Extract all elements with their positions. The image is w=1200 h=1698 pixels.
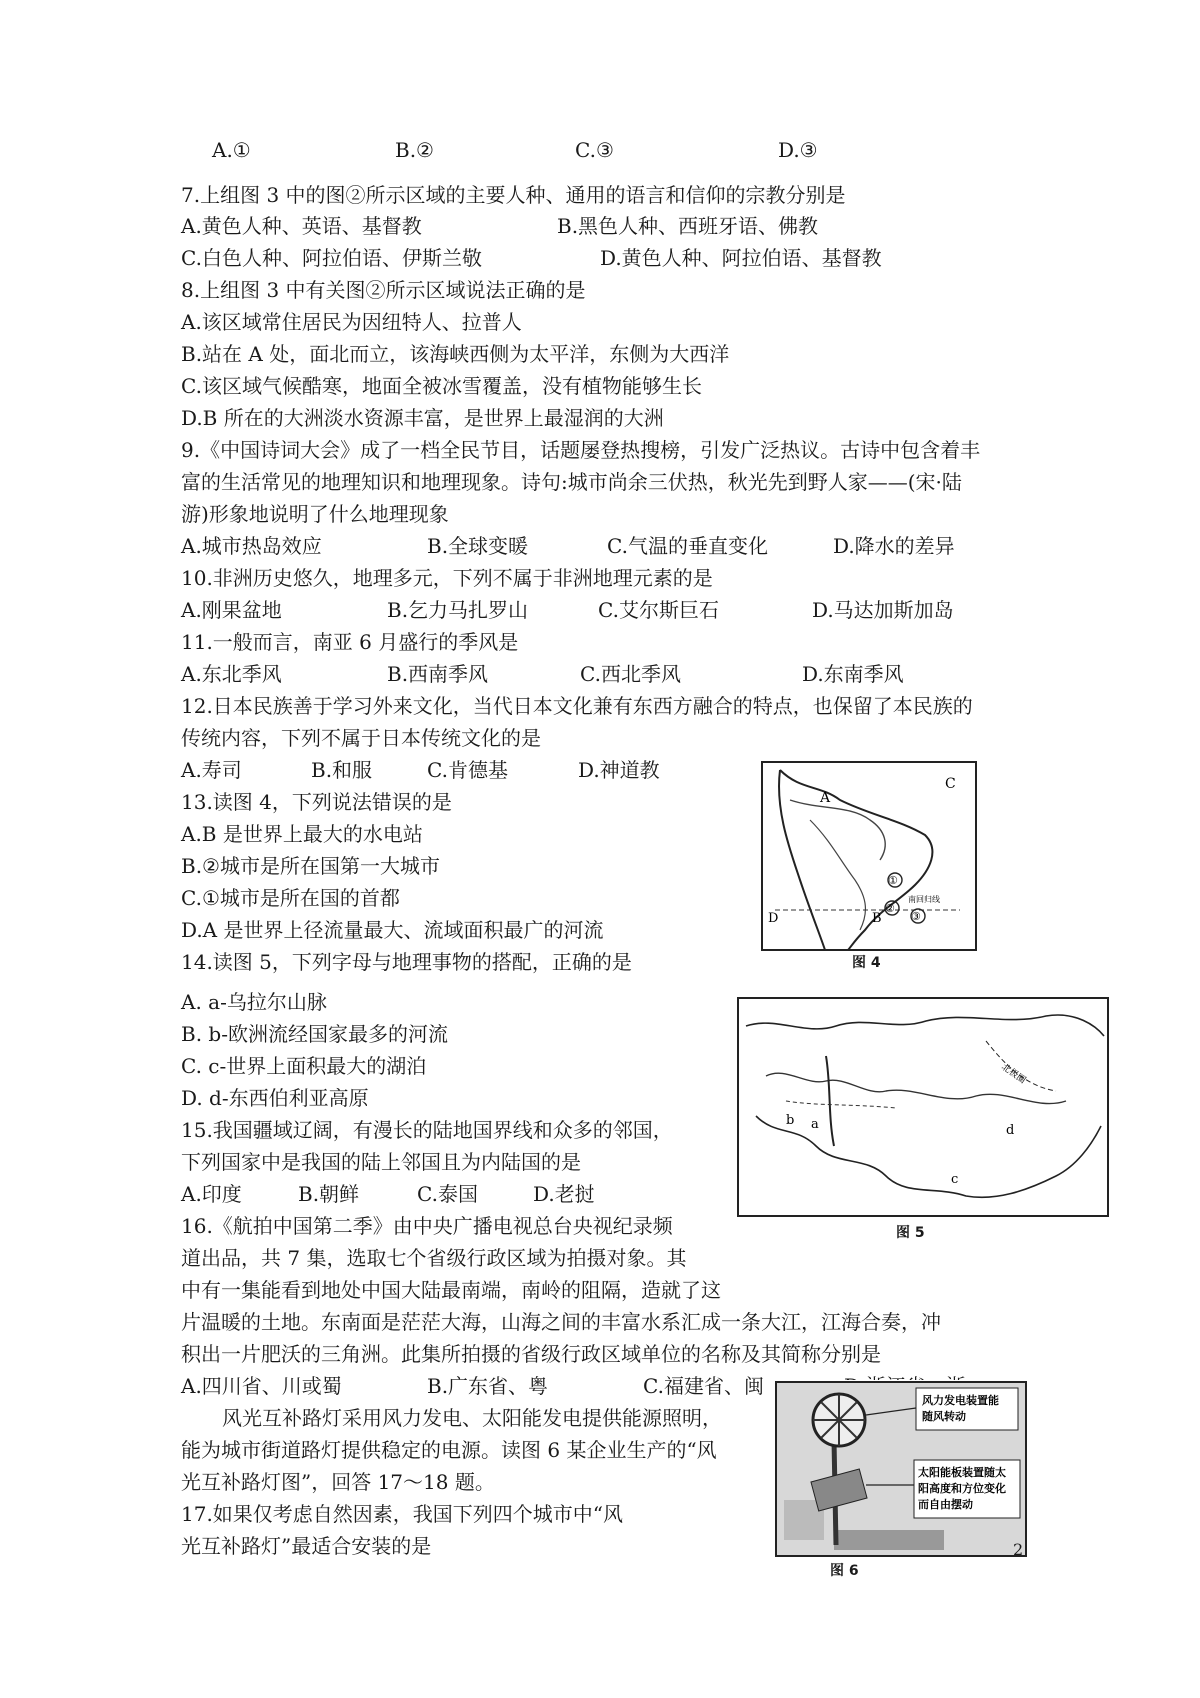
q16-line-4: 片温暖的土地。东南面是茫茫大海，山海之间的丰富水系汇成一条大江，江海合奏，冲 [181, 1310, 941, 1334]
figure-5-svg [736, 996, 1112, 1218]
q11-stem: 11.一般而言，南亚 6 月盛行的季风是 [181, 630, 519, 654]
fig4-label-3: ③ [911, 910, 921, 923]
q13-option-a: A.B 是世界上最大的水电站 [181, 822, 423, 846]
q9-line-1: 9.《中国诗词大会》成了一档全民节目，话题屡登热搜榜，引发广泛热议。古诗中包含着丰 [181, 438, 981, 462]
q13-option-b: B.②城市是所在国第一大城市 [181, 854, 440, 878]
figure-4-south-america-map [760, 760, 978, 970]
q6-option-b: B.② [395, 138, 434, 162]
q11-option-b: B.西南季风 [387, 662, 489, 686]
q7-option-c: C.白色人种、阿拉伯语、伊斯兰敬 [181, 246, 482, 270]
q6-option-a: A.① [212, 138, 251, 162]
figure-6-street-lamp-photo [774, 1380, 1028, 1580]
q12-option-b: B.和服 [311, 758, 373, 782]
fig6-callout1-line2: 随风转动 [922, 1410, 966, 1423]
q7-option-a: A.黄色人种、英语、基督教 [181, 214, 422, 238]
fig6-callout2-line3: 而自由摆动 [918, 1498, 973, 1511]
fig5-label-d: d [1006, 1123, 1015, 1138]
q12-line-2: 传统内容，下列不属于日本传统文化的是 [181, 726, 541, 750]
q16-line-3: 中有一集能看到地处中国大陆最南端，南岭的阻隔，造就了这 [181, 1278, 721, 1302]
q15-option-c: C.泰国 [417, 1182, 478, 1206]
q6-option-c: C.③ [575, 138, 614, 162]
q16-line-2: 道出品，共 7 集，选取七个省级行政区域为拍摄对象。其 [181, 1246, 687, 1270]
fig4-label-d: D [768, 911, 779, 926]
q10-stem: 10.非洲历史悠久，地理多元，下列不属于非洲地理元素的是 [181, 566, 713, 590]
q6-option-d: D.③ [778, 138, 818, 162]
q14-stem: 14.读图 5，下列字母与地理事物的搭配，正确的是 [181, 950, 632, 974]
q11-option-a: A.东北季风 [181, 662, 282, 686]
q8-option-d: D.B 所在的大洲淡水资源丰富，是世界上最湿润的大洲 [181, 406, 664, 430]
q9-option-a: A.城市热岛效应 [181, 534, 322, 558]
figure-6-svg [774, 1380, 1028, 1558]
q16-option-c: C.福建省、闽 [643, 1374, 764, 1398]
q9-option-c: C.气温的垂直变化 [607, 534, 768, 558]
q12-line-1: 12.日本民族善于学习外来文化，当代日本文化兼有东西方融合的特点，也保留了本民族的 [181, 694, 973, 718]
intro-line-2: 能为城市街道路灯提供稳定的电源。读图 6 某企业生产的“风 [181, 1438, 717, 1462]
q10-option-a: A.刚果盆地 [181, 598, 282, 622]
figure-5-caption: 图 5 [896, 1225, 925, 1241]
q10-option-b: B.乞力马扎罗山 [387, 598, 529, 622]
q14-option-c: C. c-世界上面积最大的湖泊 [181, 1054, 427, 1078]
q8-stem: 8.上组图 3 中有关图②所示区域说法正确的是 [181, 278, 586, 302]
q8-option-b: B.站在 A 处，面北而立，该海峡西侧为太平洋，东侧为大西洋 [181, 342, 730, 366]
q17-line-2: 光互补路灯”最适合安装的是 [181, 1534, 432, 1558]
q16-line-5: 积出一片肥沃的三角洲。此集所拍摄的省级行政区域单位的名称及其简称分别是 [181, 1342, 881, 1366]
q13-stem: 13.读图 4，下列说法错误的是 [181, 790, 452, 814]
q14-option-b: B. b-欧洲流经国家最多的河流 [181, 1022, 448, 1046]
fig5-label-a: a [811, 1117, 819, 1132]
q9-option-d: D.降水的差异 [833, 534, 955, 558]
fig5-arctic-circle-label: 北极圈 [999, 1062, 1028, 1086]
fig4-label-a: A [820, 790, 831, 806]
q9-option-b: B.全球变暖 [427, 534, 529, 558]
q8-option-c: C.该区域气候酷寒，地面全被冰雪覆盖，没有植物能够生长 [181, 374, 702, 398]
q12-option-d: D.神道教 [578, 758, 660, 782]
q17-line-1: 17.如果仅考虑自然因素，我国下列四个城市中“风 [181, 1502, 624, 1526]
q7-stem: 7.上组图 3 中的图②所示区域的主要人种、通用的语言和信仰的宗教分别是 [181, 183, 846, 207]
q8-option-a: A.该区域常住居民为因纽特人、拉普人 [181, 310, 522, 334]
fig4-label-b: B [872, 911, 882, 926]
q15-option-d: D.老挝 [533, 1182, 595, 1206]
q15-option-a: A.印度 [181, 1182, 242, 1206]
fig5-label-c: c [951, 1172, 959, 1187]
fig4-label-c: C [945, 776, 956, 792]
q11-option-d: D.东南季风 [802, 662, 904, 686]
figure-4-svg [760, 760, 978, 970]
fig6-callout1-line1: 风力发电装置能 [922, 1394, 999, 1407]
q14-option-a: A. a-乌拉尔山脉 [181, 990, 327, 1014]
q16-option-b: B.广东省、粤 [427, 1374, 549, 1398]
intro-line-3: 光互补路灯图”，回答 17～18 题。 [181, 1470, 495, 1494]
page-number: 2 [1013, 1540, 1024, 1559]
q9-line-3: 游)形象地说明了什么地理现象 [181, 502, 449, 526]
q9-line-2: 富的生活常见的地理知识和地理现象。诗句:城市尚余三伏热，秋光先到野人家——(宋·陆 [181, 470, 962, 494]
figure-4-caption: 图 4 [852, 955, 881, 971]
fig5-label-b: b [786, 1113, 795, 1128]
q10-option-c: C.艾尔斯巨石 [598, 598, 719, 622]
fig4-label-1: ① [888, 874, 898, 887]
q7-option-b: B.黑色人种、西班牙语、佛教 [557, 214, 819, 238]
figure-5-eurasia-map [736, 996, 1112, 1246]
figure-6-caption: 图 6 [830, 1563, 859, 1579]
q16-option-a: A.四川省、川或蜀 [181, 1374, 342, 1398]
intro-line-1: 风光互补路灯采用风力发电、太阳能发电提供能源照明， [222, 1406, 722, 1430]
q15-option-b: B.朝鲜 [298, 1182, 360, 1206]
q12-option-c: C.肯德基 [427, 758, 508, 782]
q7-option-d: D.黄色人种、阿拉伯语、基督教 [600, 246, 882, 270]
q15-line-1: 15.我国疆域辽阔，有漫长的陆地国界线和众多的邻国， [181, 1118, 673, 1142]
fig4-label-2: ② [885, 902, 895, 915]
q13-option-c: C.①城市是所在国的首都 [181, 886, 400, 910]
q11-option-c: C.西北季风 [580, 662, 681, 686]
q14-option-d: D. d-东西伯利亚高原 [181, 1086, 369, 1110]
fig6-callout2-line1: 太阳能板装置随太 [918, 1466, 1006, 1479]
q16-line-1: 16.《航拍中国第二季》由中央广播电视总台央视纪录频 [181, 1214, 673, 1238]
q15-line-2: 下列国家中是我国的陆上邻国且为内陆国的是 [181, 1150, 581, 1174]
q13-option-d: D.A 是世界上径流量最大、流域面积最广的河流 [181, 918, 604, 942]
fig6-callout2-line2: 阳高度和方位变化 [918, 1482, 1006, 1495]
q12-option-a: A.寿司 [181, 758, 242, 782]
fig4-tropic-label: 南回归线 [908, 895, 940, 904]
q10-option-d: D.马达加斯加岛 [812, 598, 954, 622]
